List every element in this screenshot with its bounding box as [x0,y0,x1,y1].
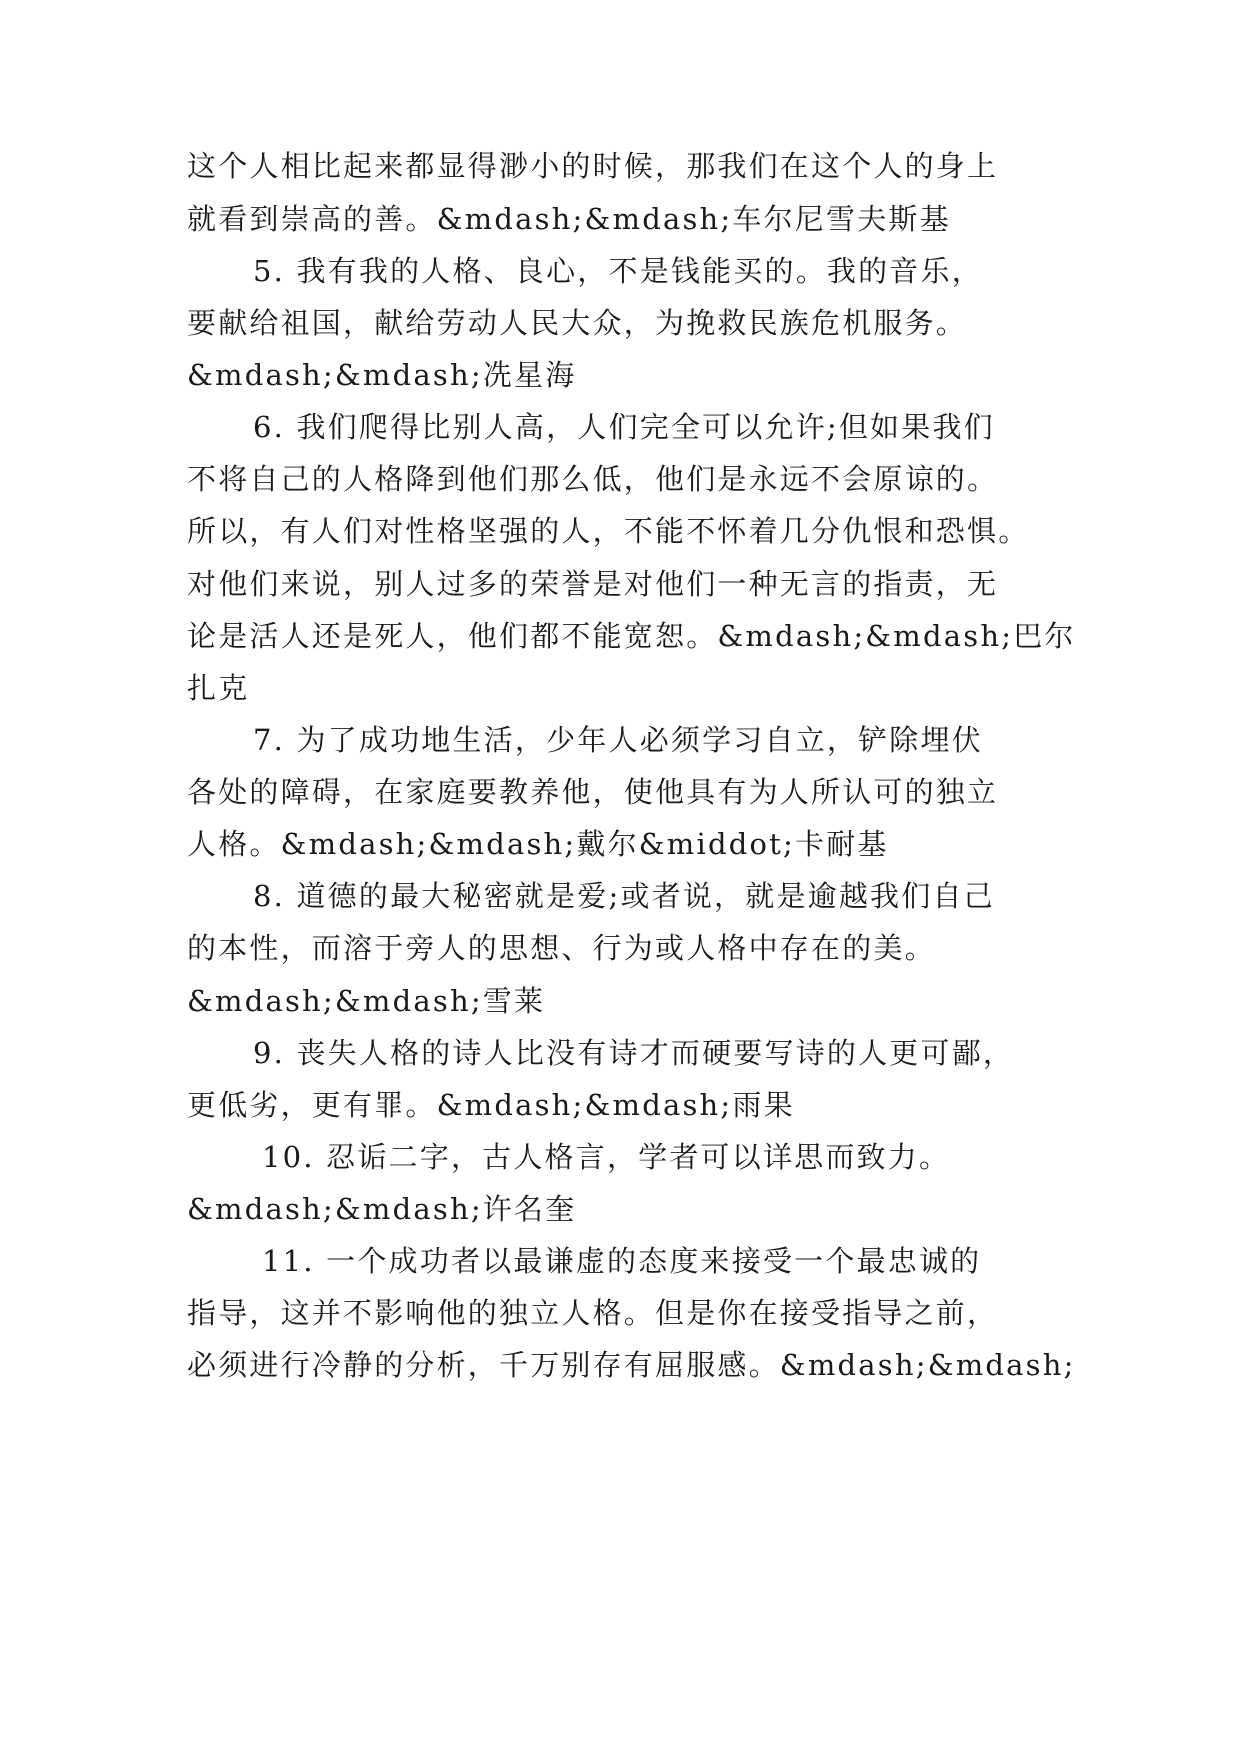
text-line: 7. 为了成功地生活，少年人必须学习自立，铲除埋伏 [253,723,983,757]
text-line: 必须进行冷静的分析，千万别存有屈服感。&mdash;&mdash; [187,1348,1076,1382]
text-line: 指导，这并不影响他的独立人格。但是你在接受指导之前， [187,1296,999,1330]
text-line: 8. 道德的最大秘密就是爱;或者说，就是逾越我们自己 [253,879,995,913]
text-line: 的本性，而溶于旁人的思想、行为或人格中存在的美。 [187,931,936,965]
text-line: &mdash;&mdash;冼星海 [187,358,577,392]
text-line: 各处的障碍，在家庭要教养他，使他具有为人所认可的独立 [187,775,999,809]
text-line: 9. 丧失人格的诗人比没有诗才而硬要写诗的人更可鄙， [253,1036,1015,1070]
text-line: 扎克 [187,671,250,705]
text-line: &mdash;&mdash;雪莱 [187,984,546,1018]
text-line: &mdash;&mdash;许名奎 [187,1192,577,1226]
text-line: 人格。&mdash;&mdash;戴尔&middot;卡耐基 [187,827,889,861]
text-line: 6. 我们爬得比别人高，人们完全可以允许;但如果我们 [253,410,995,444]
text-line: 这个人相比起来都显得渺小的时候，那我们在这个人的身上 [187,149,999,183]
text-line: 5. 我有我的人格、良心，不是钱能买的。我的音乐， [253,254,983,288]
text-line: 不将自己的人格降到他们那么低，他们是永远不会原谅的。 [187,462,999,496]
text-line: 10. 忍诟二字，古人格言，学者可以详思而致力。 [262,1140,951,1174]
text-line: 就看到崇高的善。&mdash;&mdash;车尔尼雪夫斯基 [187,202,951,236]
text-line: 论是活人还是死人，他们都不能宽恕。&mdash;&mdash;巴尔 [187,619,1076,653]
text-line: 要献给祖国，献给劳动人民大众，为挽救民族危机服务。 [187,306,968,340]
text-line: 所以，有人们对性格坚强的人，不能不怀着几分仇恨和恐惧。 [187,514,1030,548]
text-line: 更低劣，更有罪。&mdash;&mdash;雨果 [187,1088,795,1122]
text-line: 11. 一个成功者以最谦虚的态度来接受一个最忠诚的 [262,1244,982,1278]
text-line: 对他们来说，别人过多的荣誉是对他们一种无言的指责，无 [187,567,999,601]
